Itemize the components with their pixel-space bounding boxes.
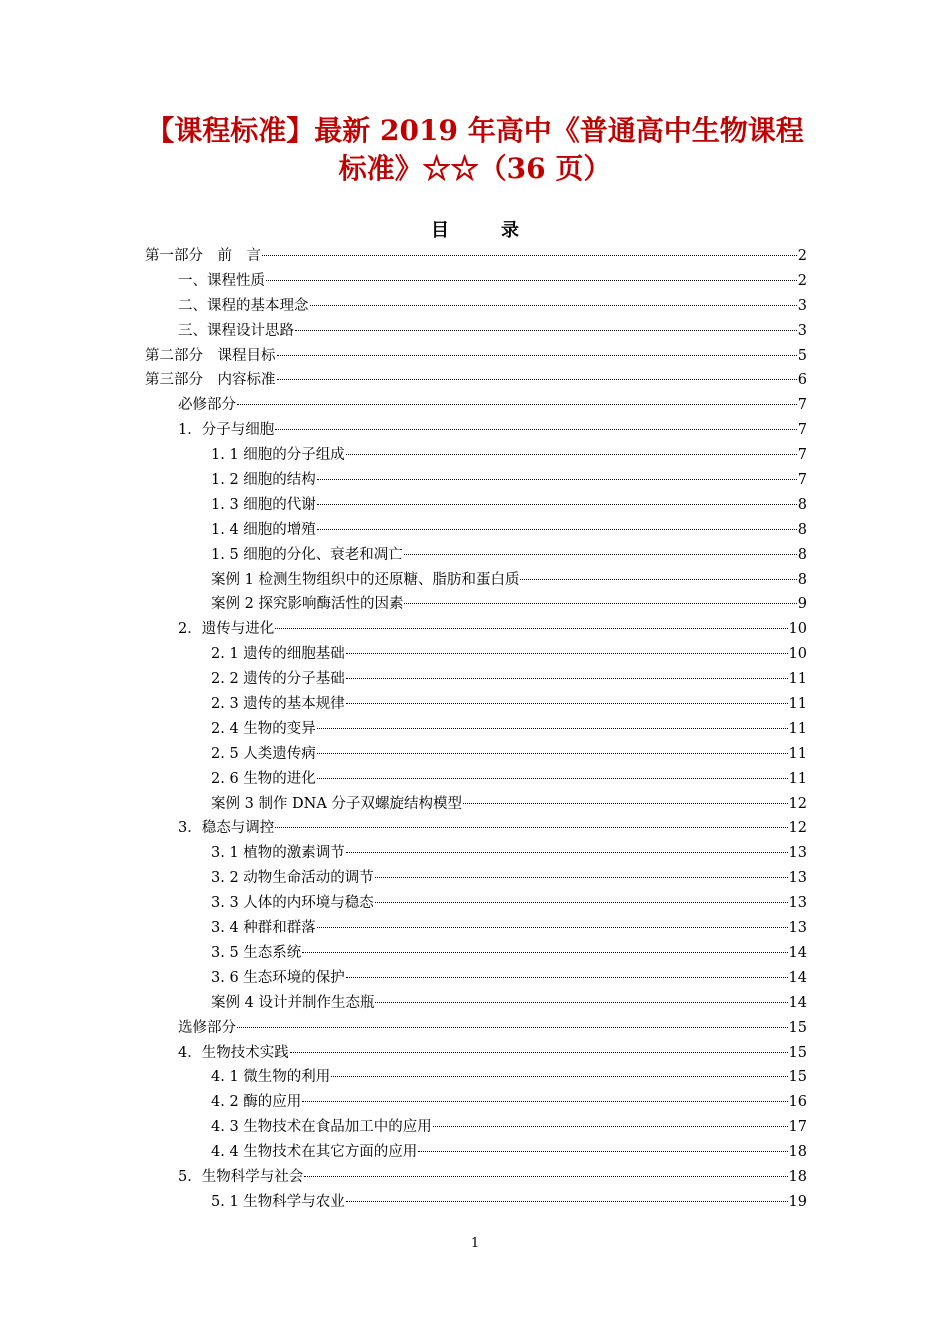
toc-entry-page: 10 (788, 646, 807, 663)
toc-dot-leader (463, 803, 788, 804)
toc-entry[interactable] (145, 493, 807, 518)
toc-dot-leader (433, 1126, 788, 1127)
toc-entry-label: 一、课程性质 (178, 272, 265, 289)
toc-entry-page: 11 (788, 696, 807, 713)
toc-entry-label: 3. 1 植物的激素调节 (211, 845, 345, 862)
toc-entry-page: 11 (788, 720, 807, 737)
toc-entry[interactable] (145, 966, 807, 991)
toc-entry-label: 案例 1 检测生物组织中的还原糖、脂肪和蛋白质 (211, 571, 520, 588)
toc-dot-leader (404, 603, 796, 604)
toc-dot-leader (266, 280, 797, 281)
toc-dot-leader (375, 1002, 787, 1003)
toc-entry-label: 2. 3 遗传的基本规律 (211, 696, 345, 713)
toc-entry-label: 3．稳态与调控 (178, 820, 275, 837)
toc-dot-leader (317, 504, 797, 505)
toc-entry[interactable] (145, 368, 807, 393)
toc-dot-leader (375, 902, 788, 903)
toc-entry[interactable] (145, 941, 807, 966)
toc-entry-page: 14 (788, 969, 807, 986)
toc-entry-page: 8 (797, 496, 807, 513)
toc-dot-leader (295, 330, 797, 331)
toc-entry-page: 16 (788, 1094, 807, 1111)
toc-dot-leader (275, 628, 787, 629)
toc-entry[interactable] (145, 518, 807, 543)
toc-entry-page: 10 (788, 621, 807, 638)
toc-dot-leader (346, 653, 788, 654)
toc-entry[interactable] (145, 767, 807, 792)
toc-dot-leader (277, 355, 797, 356)
toc-dot-leader (317, 728, 788, 729)
toc-entry-label: 选修部分 (178, 1019, 236, 1036)
toc-dot-leader (302, 1101, 787, 1102)
toc-entry-label: 4．生物技术实践 (178, 1044, 289, 1061)
toc-entry-label: 二、课程的基本理念 (178, 297, 309, 314)
toc-entry-page: 8 (797, 571, 807, 588)
toc-entry-page: 7 (797, 472, 807, 489)
toc-dot-leader (275, 429, 797, 430)
toc-entry[interactable] (145, 1165, 807, 1190)
toc-entry-page: 19 (788, 1193, 807, 1210)
toc-entry-label: 1. 3 细胞的代谢 (211, 496, 316, 513)
toc-entry-page: 6 (797, 372, 807, 389)
toc-dot-leader (346, 977, 788, 978)
table-of-contents (145, 244, 807, 1215)
toc-entry[interactable] (145, 642, 807, 667)
toc-entry[interactable] (145, 543, 807, 568)
toc-heading: 目录 (431, 220, 571, 241)
toc-entry-label: 2. 2 遗传的分子基础 (211, 671, 345, 688)
toc-entry-page: 9 (797, 596, 807, 613)
toc-dot-leader (290, 1052, 788, 1053)
toc-entry-page: 7 (797, 422, 807, 439)
toc-entry[interactable] (145, 1065, 807, 1090)
toc-entry-page: 2 (797, 248, 807, 264)
toc-entry-page: 3 (797, 322, 807, 339)
toc-entry-label: 4. 1 微生物的利用 (211, 1069, 331, 1086)
toc-dot-leader (277, 379, 797, 380)
toc-entry-page: 15 (788, 1019, 807, 1036)
toc-entry-label: 案例 4 设计并制作生态瓶 (211, 994, 375, 1011)
toc-entry[interactable] (145, 1016, 807, 1041)
toc-entry-page: 8 (797, 546, 807, 563)
toc-dot-leader (317, 529, 797, 530)
toc-dot-leader (346, 703, 788, 704)
toc-entry-label: 3. 3 人体的内环境与稳态 (211, 895, 374, 912)
toc-entry-page: 7 (797, 397, 807, 414)
toc-dot-leader (302, 952, 787, 953)
toc-dot-leader (418, 1151, 787, 1152)
toc-entry-page: 11 (788, 770, 807, 787)
toc-entry[interactable] (145, 891, 807, 916)
toc-entry-page: 13 (788, 895, 807, 912)
toc-entry[interactable] (145, 916, 807, 941)
toc-entry[interactable] (145, 344, 807, 369)
toc-entry-page: 11 (788, 745, 807, 762)
toc-entry[interactable] (145, 991, 807, 1016)
toc-entry[interactable] (145, 1190, 807, 1215)
toc-dot-leader (375, 877, 788, 878)
toc-entry-label: 3. 4 种群和群落 (211, 920, 316, 937)
toc-entry[interactable] (145, 319, 807, 344)
toc-entry-label: 4. 2 酶的应用 (211, 1094, 302, 1111)
toc-entry-label: 3. 5 生态系统 (211, 944, 302, 961)
toc-entry-label: 2. 1 遗传的细胞基础 (211, 646, 345, 663)
toc-dot-leader (237, 1027, 788, 1028)
toc-entry-page: 5 (797, 347, 807, 364)
document-title (100, 112, 850, 188)
toc-entry[interactable] (145, 418, 807, 443)
toc-dot-leader (346, 1201, 788, 1202)
toc-dot-leader (304, 1176, 787, 1177)
toc-dot-leader (317, 753, 788, 754)
toc-entry-page: 17 (788, 1119, 807, 1136)
toc-entry[interactable] (145, 841, 807, 866)
toc-entry-label: 5. 1 生物科学与农业 (211, 1193, 345, 1210)
toc-entry-label: 三、课程设计思路 (178, 322, 294, 339)
toc-entry[interactable] (145, 692, 807, 717)
toc-dot-leader (346, 852, 788, 853)
toc-dot-leader (317, 778, 788, 779)
toc-entry-page: 13 (788, 845, 807, 862)
toc-entry[interactable] (145, 792, 807, 817)
toc-dot-leader (237, 404, 797, 405)
toc-entry[interactable] (145, 294, 807, 319)
toc-entry-label: 3. 6 生态环境的保护 (211, 969, 345, 986)
toc-entry-label: 2．遗传与进化 (178, 621, 275, 638)
toc-entry[interactable] (145, 667, 807, 692)
toc-entry-page: 12 (788, 820, 807, 837)
toc-entry[interactable] (145, 1090, 807, 1115)
toc-entry-label: 3. 2 动物生命活动的调节 (211, 870, 374, 887)
toc-entry-page: 14 (788, 994, 807, 1011)
toc-entry[interactable] (145, 742, 807, 767)
toc-entry-label: 案例 2 探究影响酶活性的因素 (211, 596, 404, 613)
toc-entry-page: 18 (788, 1144, 807, 1161)
page-number: 1 (470, 1236, 480, 1251)
toc-entry-label: 案例 3 制作 DNA 分子双螺旋结构模型 (211, 795, 462, 812)
toc-entry-label: 第一部分 前 言 (145, 248, 261, 264)
toc-entry-page: 18 (788, 1168, 807, 1185)
toc-dot-leader (262, 255, 797, 256)
toc-dot-leader (317, 927, 788, 928)
toc-entry-label: 第三部分 内容标准 (145, 372, 276, 389)
toc-entry-label: 1. 4 细胞的增殖 (211, 521, 316, 538)
toc-dot-leader (331, 1076, 787, 1077)
toc-entry-label: 2. 6 生物的进化 (211, 770, 316, 787)
toc-entry[interactable] (145, 592, 807, 617)
toc-entry-label: 1．分子与细胞 (178, 422, 275, 439)
toc-entry-label: 5．生物科学与社会 (178, 1168, 304, 1185)
title-line-2: 标准》☆☆（36 页） (338, 152, 612, 185)
toc-entry-label: 1. 1 细胞的分子组成 (211, 447, 345, 464)
toc-entry[interactable] (145, 568, 807, 593)
toc-dot-leader (275, 827, 787, 828)
toc-entry-label: 第二部分 课程目标 (145, 347, 276, 364)
toc-dot-leader (346, 678, 788, 679)
toc-dot-leader (317, 479, 797, 480)
toc-dot-leader (520, 579, 796, 580)
toc-entry-label: 1. 2 细胞的结构 (211, 472, 316, 489)
toc-entry[interactable] (145, 1140, 807, 1165)
toc-entry[interactable] (145, 443, 807, 468)
toc-entry-page: 3 (797, 297, 807, 314)
toc-entry-page: 15 (788, 1069, 807, 1086)
toc-entry-page: 11 (788, 671, 807, 688)
toc-entry-label: 2. 4 生物的变异 (211, 720, 316, 737)
toc-entry-label: 4. 4 生物技术在其它方面的应用 (211, 1144, 418, 1161)
toc-entry-page: 14 (788, 944, 807, 961)
toc-entry-label: 必修部分 (178, 397, 236, 414)
toc-entry[interactable] (145, 1041, 807, 1066)
toc-entry[interactable] (145, 269, 807, 294)
toc-dot-leader (346, 454, 797, 455)
toc-entry-label: 1. 5 细胞的分化、衰老和凋亡 (211, 546, 403, 563)
toc-entry-page: 7 (797, 447, 807, 464)
toc-dot-leader (404, 554, 797, 555)
toc-entry-label: 4. 3 生物技术在食品加工中的应用 (211, 1119, 432, 1136)
toc-entry[interactable] (145, 717, 807, 742)
toc-entry[interactable] (145, 393, 807, 418)
toc-entry-label: 2. 5 人类遗传病 (211, 745, 316, 762)
toc-entry-page: 13 (788, 870, 807, 887)
toc-entry[interactable] (145, 816, 807, 841)
toc-entry-page: 2 (797, 272, 807, 289)
toc-entry[interactable] (145, 468, 807, 493)
toc-dot-leader (310, 305, 797, 306)
title-line-1: 【课程标准】最新 2019 年高中《普通高中生物课程 (146, 114, 804, 147)
toc-entry-page: 8 (797, 521, 807, 538)
toc-entry-page: 12 (788, 795, 807, 812)
toc-entry-page: 15 (788, 1044, 807, 1061)
toc-entry[interactable] (145, 866, 807, 891)
toc-entry[interactable] (145, 244, 807, 269)
toc-entry[interactable] (145, 1115, 807, 1140)
toc-entry-page: 13 (788, 920, 807, 937)
toc-entry[interactable] (145, 617, 807, 642)
